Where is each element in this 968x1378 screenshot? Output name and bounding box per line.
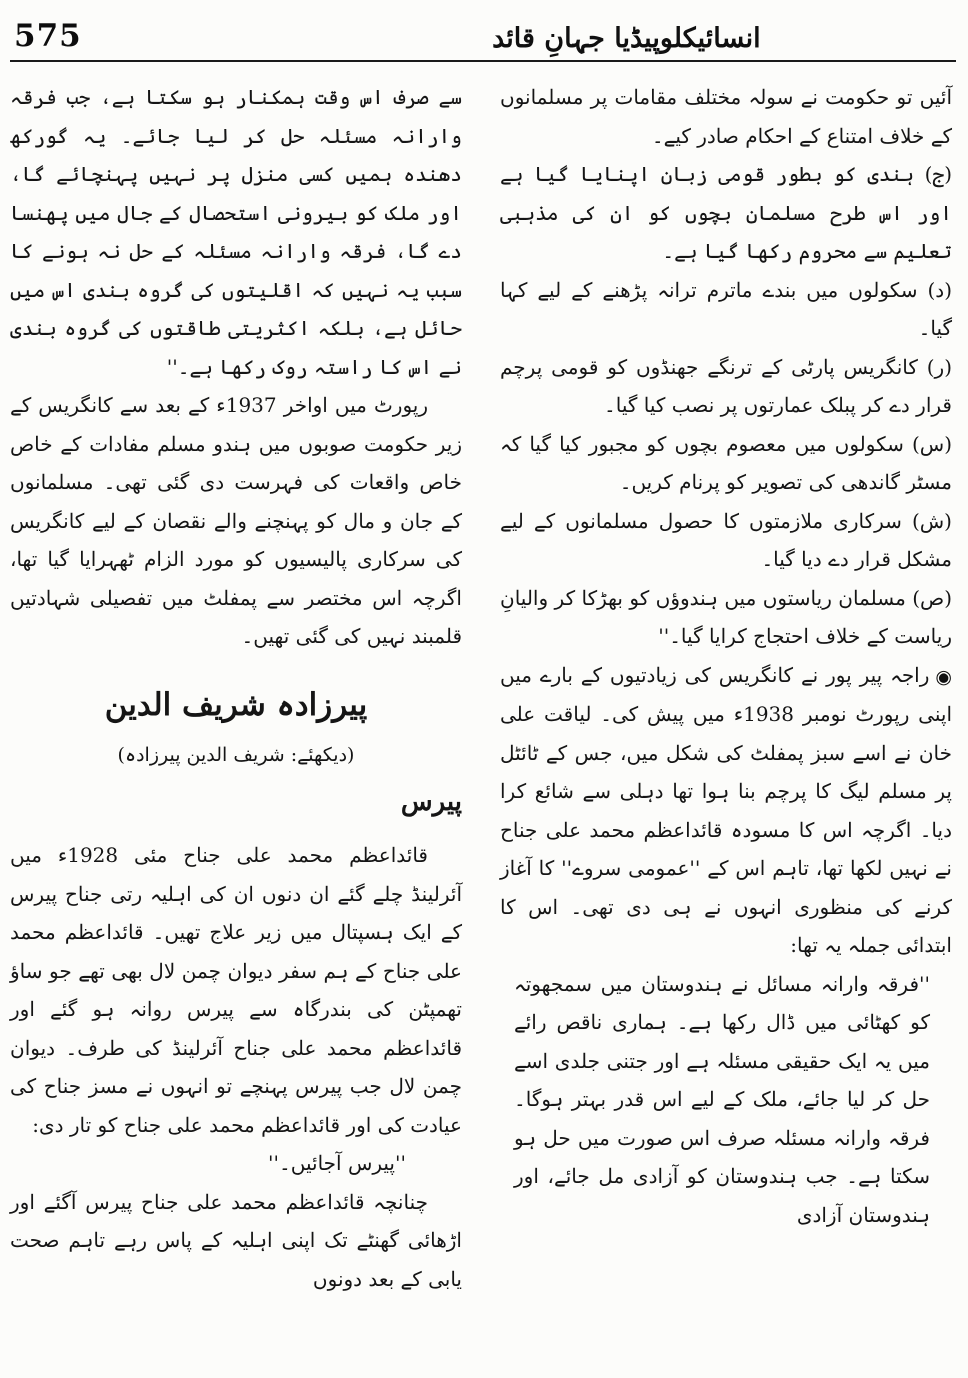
- list-item-sheen: (ش) سرکاری ملازمتوں کا حصول مسلمانوں کے لیے مشکل قرار دے دیا گیا۔: [500, 508, 952, 571]
- section-heading-paris: پیرس: [400, 787, 462, 817]
- rosette-ornament-icon: ◉: [935, 665, 952, 688]
- paragraph-pirpur-report: [500, 656, 952, 965]
- content-columns: [10, 62, 956, 1298]
- left-column: [10, 78, 462, 1298]
- page-number: 575: [14, 18, 82, 54]
- telegram-quote: ''پیرس آجائیں۔'': [268, 1151, 406, 1175]
- list-item-suaad: (ص) مسلمان ریاستوں میں ہندوؤں کو بھڑکا کر والیانِ ریاست کے خلاف احتجاج کرایا گیا۔'': [500, 585, 952, 648]
- list-item-seen: (س) سکولوں میں معصوم بچوں کو مجبور کیا گیا کہ مسٹر گاندھی کی تصویر کو پرنام کریں۔: [500, 431, 952, 494]
- right-column: [500, 78, 952, 1298]
- paragraph-report-summary: رپورٹ میں اواخر 1937ء کے بعد سے کانگریس کے زیر حکومت صوبوں میں ہندو مسلم مفادات کے خاص خاص واقعات کی فہرست دی گئی تھی۔ مسلمانوں کے جان و مال کو پہنچنے والے نقصان کے لیے کانگریس کی سرکاری پالیسیوں کو مورد الزام ٹھہرایا گیا تھا، اگرچہ اس مختصر سے پمفلٹ میں تفصیلی شہادتیں قلمبند نہیں کی گئی تھیں۔: [10, 393, 462, 648]
- pirpur-report-text: راجہ پیر پور نے کانگریس کی زیادتیوں کے بارے میں اپنی رپورٹ نومبر 1938ء میں پیش کی۔ لیاقت علی خان نے اسے سبز پمفلٹ کی شکل میں، جس کے ٹائٹل پر مسلم لیگ کا پرچم بنا ہوا تھا دہلی سے شائع کرا دیا۔ اگرچہ اس کا مسودہ قائداعظم محمد علی جناح نے نہیں لکھا تھا، تاہم اس کے ''عمومی سروے'' کا آغاز کرنے کی منظوری انہوں نے ہی دی تھی۔ اس کا ابتدائی جملہ یہ تھا:: [500, 662, 953, 957]
- list-item-jeem: (ج) ہندی کو بطور قومی زبان اپنایا گیا ہے اور اس طرح مسلمان بچوں کو ان کی مذہبی تعلیم سے محروم رکھا گیا ہے۔: [500, 162, 952, 263]
- paragraph-closing: چنانچہ قائداعظم محمد علی جناح پیرس آگئے اور اڑھائی گھنٹے تک اپنی اہلیہ کے پاس رہے تاہم صحت یابی کے بعد دونوں: [10, 1189, 462, 1291]
- book-title: انسائیکلوپیڈیا جہانِ قائد: [492, 23, 761, 54]
- paragraph-continuation: سے صرف اس وقت ہمکنار ہو سکتا ہے، جب فرقہ وارانہ مسئلہ حل کر لیا جائے۔ یہ گورکھ دھندہ ہمیں کسی منزل پر نہیں پہنچائے گا، اور ملک کو بیرونی استحصال کے جال میں پھنسا دے گا، فرقہ وارانہ مسئلہ کے حل نہ ہونے کا سبب یہ نہیں کہ اقلیتوں کی گروہ بندی اس میں حائل ہے، بلکہ اکثریتی طاقتوں کی گروہ بندی نے اس کا راستہ روک رکھا ہے۔'': [10, 85, 462, 379]
- list-item-daal: (د) سکولوں میں بندے ماترم ترانہ پڑھنے کے لیے کہا گیا۔: [500, 277, 952, 340]
- report-opening-quote: ''فرقہ وارانہ مسائل نے ہندوستان میں سمجھوتہ کو کھٹائی میں ڈال رکھا ہے۔ ہماری ناقص رائے میں یہ ایک حقیقی مسئلہ ہے اور جتنی جلدی اسے حل کر لیا جائے، ملک کے لیے اس قدر بہتر ہوگا۔ فرقہ وارانہ مسئلہ صرف اس صورت میں حل ہو سکتا ہے۔ جب ہندوستان کو آزادی مل جائے، اور ہندوستان آزادی: [514, 971, 930, 1227]
- paragraph-continuation: آئیں تو حکومت نے سولہ مختلف مقامات پر مسلمانوں کے خلاف امتناع کے احکام صادر کیے۔: [500, 85, 952, 148]
- paragraph-paris: قائداعظم محمد علی جناح مئی 1928ء میں آئرلینڈ چلے گئے ان دنوں ان کی اہلیہ رتی جناح پیرس کے ایک ہسپتال میں زیر علاج تھیں۔ قائداعظم محمد علی جناح کے ہم سفر دیوان چمن لال بھی تھے جو ساؤ تھمپٹن کی بندرگاہ سے پیرس روانہ ہو گئے اور قائداعظم محمد علی جناح آئرلینڈ کی طرف۔ دیوان چمن لال جب پیرس پہنچے تو انہوں نے مسز جناح کی عیادت کی اور قائداعظم محمد علی جناح کو تار دی:: [10, 843, 462, 1137]
- list-item-ray: (ر) کانگریس پارٹی کے ترنگے جھنڈوں کو قومی پرچم قرار دے کر پبلک عمارتوں پر نصب کیا گیا۔: [500, 354, 952, 417]
- section-heading-pirzada-sharifuddin: پیرزادہ شریف الدین: [104, 686, 368, 723]
- page-header: [10, 8, 956, 54]
- cross-reference: (دیکھئے: شریف الدین پیرزادہ): [117, 743, 355, 766]
